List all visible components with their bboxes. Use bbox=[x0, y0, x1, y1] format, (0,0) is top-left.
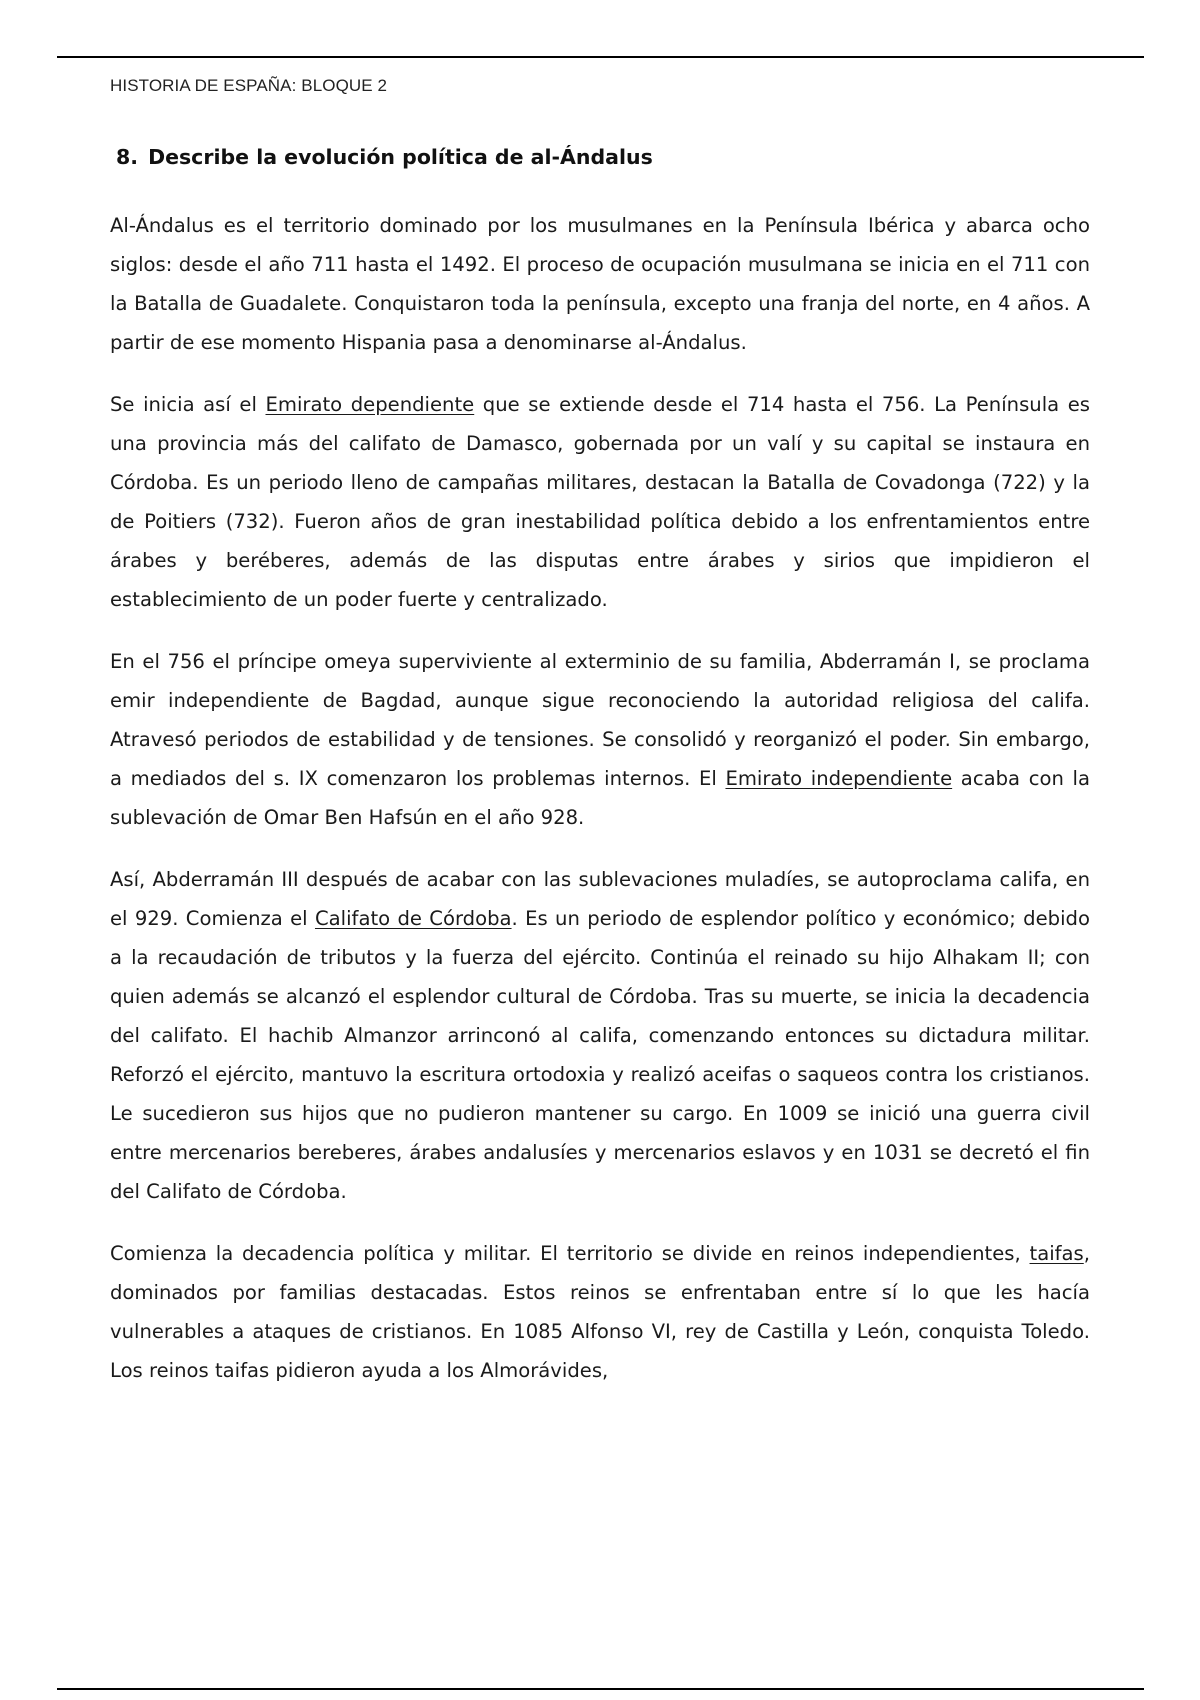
paragraph-text-after: acaba con la sublevación de Omar Ben Hafsún en el año 928. bbox=[110, 767, 1091, 829]
paragraph-emirato-independiente bbox=[110, 642, 1090, 837]
section-heading bbox=[116, 145, 653, 169]
paragraph-califato bbox=[110, 860, 1090, 1211]
paragraph-text-after: , dominados por familias destacadas. Estos reinos se enfrentaban entre sí lo que les hacía vulnerables a ataques de cristianos. En 1085 Alfonso VI, rey de Castilla y León, conquista Toledo. Los reinos taifas pidieron ayuda a los Almorávides, bbox=[110, 1242, 1090, 1382]
paragraph-text-before: En el 756 el príncipe omeya superviviente al exterminio de su familia, Abderramán I, se proclama emir independiente de Bagdad, aunque sigue reconociendo la autoridad religiosa del califa. Atravesó periodos de estabilidad y de tensiones. Se consolidó y reorganizó el poder. Sin embargo, a mediados del s. IX comenzaron los problemas internos. El bbox=[110, 650, 1090, 790]
underlined-term: Califato de Córdoba bbox=[314, 907, 512, 930]
paragraph-text-after: que se extiende desde el 714 hasta el 756. La Península es una provincia más del califato de Damasco, gobernada por un valí y su capital se instaura en Córdoba. Es un periodo lleno de campañas militares, destacan la Batalla de Covadonga (722) y la de Poitiers (732). Fueron años de gran inestabilidad política debido a los enfrentamientos entre árabes y beréberes, además de las disputas entre árabes y sirios que impidieron el establecimiento de un poder fuerte y centralizado. bbox=[110, 393, 1090, 611]
underlined-term: taifas bbox=[1029, 1242, 1084, 1265]
paragraph-taifas bbox=[110, 1234, 1090, 1390]
paragraph-emirato-dependiente bbox=[110, 385, 1090, 619]
footer-rule bbox=[57, 1688, 1144, 1690]
paragraph-text-before: Así, Abderramán III después de acabar con las sublevaciones muladíes, se autoproclama califa, en el 929. Comienza el bbox=[110, 868, 1090, 930]
header-rule bbox=[57, 56, 1144, 58]
paragraph-text: Al-Ándalus es el territorio dominado por los musulmanes en la Península Ibérica y abarca ocho siglos: desde el año 711 hasta el 1492. El proceso de ocupación musulmana se inicia en el 711 con la Batalla de Guadalete. Conquistaron toda la península, excepto una franja del norte, en 4 años. A partir de ese momento Hispania pasa a denominarse al-Ándalus. bbox=[110, 214, 1090, 354]
paragraph-intro bbox=[110, 206, 1090, 362]
document-body bbox=[110, 206, 1090, 1413]
section-number: 8. bbox=[116, 145, 139, 169]
running-header: HISTORIA DE ESPAÑA: BLOQUE 2 bbox=[110, 76, 388, 95]
underlined-term: Emirato dependiente bbox=[265, 393, 475, 416]
section-title: Describe la evolución política de al-Ándalus bbox=[148, 145, 653, 169]
underlined-term: Emirato independiente bbox=[725, 767, 953, 790]
paragraph-text-before: Comienza la decadencia política y militar. El territorio se divide en reinos independientes, bbox=[110, 1242, 1030, 1265]
paragraph-text-after: . Es un periodo de esplendor político y económico; debido a la recaudación de tributos y la fuerza del ejército. Continúa el reinado su hijo Alhakam II; con quien además se alcanzó el esplendor cultural de Córdoba. Tras su muerte, se inicia la decadencia del califato. El hachib Almanzor arrinconó al califa, comenzando entonces su dictadura militar. Reforzó el ejército, mantuvo la escritura ortodoxia y realizó aceifas o saqueos contra los cristianos. Le sucedieron sus hijos que no pudieron mantener su cargo. En 1009 se inició una guerra civil entre mercenarios bereberes, árabes andalusíes y mercenarios eslavos y en 1031 se decretó el fin del Califato de Córdoba. bbox=[110, 907, 1090, 1203]
paragraph-text-before: Se inicia así el bbox=[110, 393, 266, 416]
